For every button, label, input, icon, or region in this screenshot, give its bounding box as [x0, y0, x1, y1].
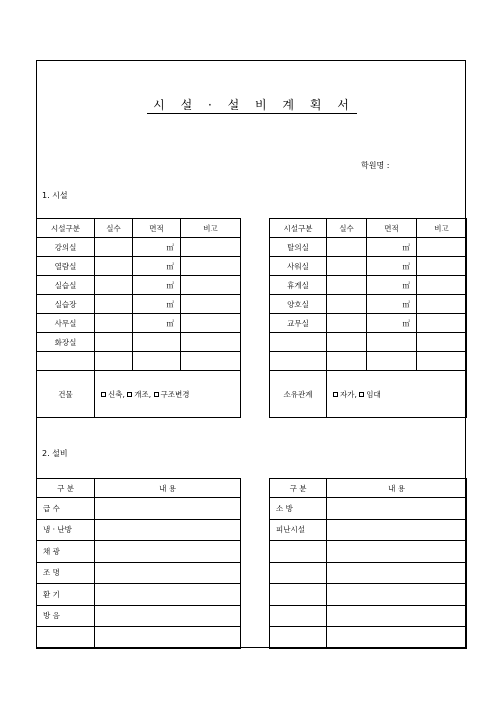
table-row [270, 238, 467, 257]
table-row [270, 519, 467, 541]
column-header: 구 분 [270, 479, 327, 498]
facility-type-blank[interactable] [270, 333, 327, 352]
equipment-type: 냉 · 난방 [37, 519, 95, 541]
equipment-table-right [269, 478, 467, 649]
column-header: 비고 [417, 219, 467, 238]
table-row [37, 562, 241, 584]
facility-type: 열람실 [37, 257, 95, 276]
table-row [37, 498, 241, 520]
room-count-field[interactable] [327, 295, 367, 314]
remarks-field[interactable] [181, 295, 241, 314]
equipment-content-field[interactable] [327, 605, 467, 627]
area-unit[interactable]: ㎡ [133, 295, 181, 314]
table-row [37, 352, 241, 371]
equipment-content-field[interactable] [95, 519, 241, 541]
facility-type: 탈의실 [270, 238, 327, 257]
table-row [37, 314, 241, 333]
checkbox-icon[interactable] [359, 392, 364, 397]
facility-type: 사무실 [37, 314, 95, 333]
column-header: 시설구분 [37, 219, 95, 238]
option-label: 개조, [134, 389, 152, 399]
room-count-field[interactable] [95, 352, 133, 371]
options-cell [95, 371, 241, 418]
equipment-content-field[interactable] [327, 627, 467, 649]
remarks-field[interactable] [417, 257, 467, 276]
room-count-field[interactable] [95, 276, 133, 295]
area-unit[interactable]: ㎡ [133, 314, 181, 333]
facility-type-blank[interactable] [270, 352, 327, 371]
table-row [270, 352, 467, 371]
area-unit[interactable]: ㎡ [367, 276, 417, 295]
section-equipment-title: 2. 설비 [42, 449, 68, 458]
equipment-type: 피난시설 [270, 519, 327, 541]
equipment-content-field[interactable] [95, 562, 241, 584]
column-header: 면적 [133, 219, 181, 238]
area-unit[interactable]: ㎡ [133, 257, 181, 276]
remarks-field[interactable] [417, 238, 467, 257]
room-count-field[interactable] [95, 295, 133, 314]
room-count-field[interactable] [327, 314, 367, 333]
facility-table-right [269, 218, 467, 418]
equipment-content-field[interactable] [327, 562, 467, 584]
column-header: 비고 [181, 219, 241, 238]
remarks-field[interactable] [417, 333, 467, 352]
room-count-field[interactable] [327, 352, 367, 371]
table-row [270, 584, 467, 606]
table-row [270, 333, 467, 352]
equipment-type: 조 명 [37, 562, 95, 584]
column-header: 구 분 [37, 479, 95, 498]
equipment-content-field[interactable] [327, 519, 467, 541]
options-cell [327, 371, 467, 418]
area-unit[interactable]: ㎡ [367, 238, 417, 257]
equipment-content-field[interactable] [327, 584, 467, 606]
facility-type: 실습장 [37, 295, 95, 314]
equipment-content-field[interactable] [95, 541, 241, 563]
table-row [37, 295, 241, 314]
facility-type: 사워실 [270, 257, 327, 276]
area-field[interactable] [367, 352, 417, 371]
academy-name-label: 학원명 : [361, 161, 390, 170]
room-count-field[interactable] [95, 333, 133, 352]
room-count-field[interactable] [95, 314, 133, 333]
option-label: 신축, [108, 389, 125, 399]
equipment-type-blank[interactable] [270, 584, 327, 606]
facility-type: 교무실 [270, 314, 327, 333]
area-unit[interactable]: ㎡ [367, 295, 417, 314]
equipment-type-blank[interactable] [37, 627, 95, 649]
remarks-field[interactable] [181, 276, 241, 295]
remarks-field[interactable] [417, 352, 467, 371]
table-row [270, 219, 467, 238]
equipment-content-field[interactable] [327, 541, 467, 563]
remarks-field[interactable] [181, 257, 241, 276]
facility-type: 실습실 [37, 276, 95, 295]
table-row [270, 627, 467, 649]
table-row [270, 605, 467, 627]
table-row [270, 541, 467, 563]
area-unit[interactable]: ㎡ [133, 238, 181, 257]
room-count-field[interactable] [95, 238, 133, 257]
equipment-type-blank[interactable] [270, 562, 327, 584]
option-label: 임대 [366, 389, 381, 399]
column-header: 내 용 [95, 479, 241, 498]
remarks-field[interactable] [181, 238, 241, 257]
equipment-content-field[interactable] [95, 627, 241, 649]
checkbox-icon[interactable] [127, 392, 132, 397]
remarks-field[interactable] [417, 276, 467, 295]
table-row [37, 257, 241, 276]
remarks-field[interactable] [181, 333, 241, 352]
equipment-type-blank[interactable] [270, 605, 327, 627]
area-field[interactable] [367, 333, 417, 352]
section-facility-title: 1. 시설 [42, 191, 68, 200]
table-row [37, 519, 241, 541]
equipment-content-field[interactable] [327, 498, 467, 520]
table-row [37, 479, 241, 498]
column-header: 실수 [327, 219, 367, 238]
equipment-type: 채 광 [37, 541, 95, 563]
table-row [37, 584, 241, 606]
column-header: 내 용 [327, 479, 467, 498]
building-label: 건물 [37, 371, 95, 418]
room-count-field[interactable] [327, 257, 367, 276]
facility-table-left [36, 218, 241, 418]
facility-type: 휴게실 [270, 276, 327, 295]
equipment-type: 소 방 [270, 498, 327, 520]
column-header: 시설구분 [270, 219, 327, 238]
table-row [270, 479, 467, 498]
equipment-content-field[interactable] [95, 498, 241, 520]
facility-type: 화장실 [37, 333, 95, 352]
room-count-field[interactable] [327, 276, 367, 295]
option-label: 구조변경 [160, 389, 190, 399]
remarks-field[interactable] [181, 352, 241, 371]
option-label: 자가, [340, 389, 357, 399]
table-row [270, 295, 467, 314]
facility-type: 강의실 [37, 238, 95, 257]
remarks-field[interactable] [417, 314, 467, 333]
building-label: 소유관계 [270, 371, 327, 418]
table-row [270, 276, 467, 295]
room-count-field[interactable] [95, 257, 133, 276]
table-row [270, 257, 467, 276]
column-header: 면적 [367, 219, 417, 238]
facility-type-blank[interactable] [37, 352, 95, 371]
area-field[interactable] [133, 333, 181, 352]
equipment-type: 방 음 [37, 605, 95, 627]
remarks-field[interactable] [417, 295, 467, 314]
table-row [37, 333, 241, 352]
table-row [37, 238, 241, 257]
equipment-type: 급 수 [37, 498, 95, 520]
equipment-content-field[interactable] [95, 584, 241, 606]
table-row [37, 605, 241, 627]
table-row [37, 627, 241, 649]
area-field[interactable] [133, 352, 181, 371]
equipment-type-blank[interactable] [270, 627, 327, 649]
table-row [270, 314, 467, 333]
table-row [270, 371, 467, 418]
area-unit[interactable]: ㎡ [133, 276, 181, 295]
area-unit[interactable]: ㎡ [367, 314, 417, 333]
table-row [270, 562, 467, 584]
equipment-type: 환 기 [37, 584, 95, 606]
remarks-field[interactable] [181, 314, 241, 333]
facility-type: 양호실 [270, 295, 327, 314]
equipment-table-left [36, 478, 241, 649]
room-count-field[interactable] [327, 238, 367, 257]
checkbox-icon[interactable] [101, 392, 106, 397]
equipment-type-blank[interactable] [270, 541, 327, 563]
form-title: 시 설 · 설 비 계 획 서 [0, 96, 504, 113]
room-count-field[interactable] [327, 333, 367, 352]
column-header: 실수 [95, 219, 133, 238]
table-row [37, 371, 241, 418]
checkbox-icon[interactable] [333, 392, 338, 397]
area-unit[interactable]: ㎡ [367, 257, 417, 276]
table-row [37, 276, 241, 295]
table-row [37, 541, 241, 563]
table-row [270, 498, 467, 520]
table-row [37, 219, 241, 238]
equipment-content-field[interactable] [95, 605, 241, 627]
checkbox-icon[interactable] [154, 392, 159, 397]
